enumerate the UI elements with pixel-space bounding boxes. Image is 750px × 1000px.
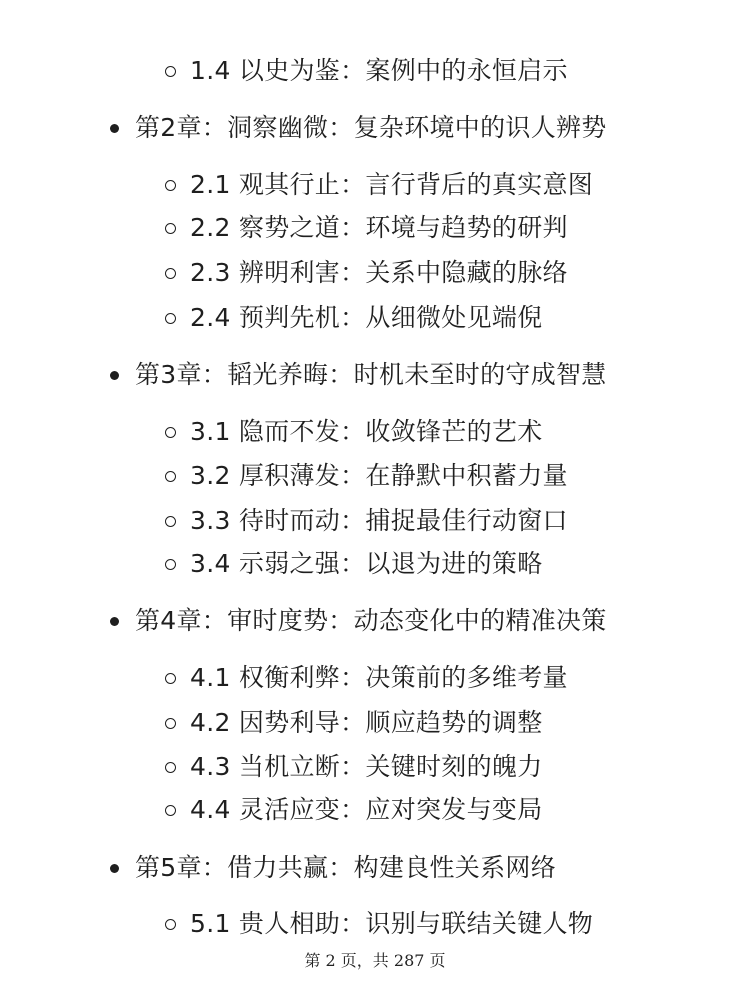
- circle-bullet-icon: [165, 471, 176, 482]
- circle-bullet-icon: [165, 313, 176, 324]
- entry-text: 5.1 贵人相助：识别与联结关键人物: [190, 909, 594, 938]
- circle-bullet-icon: [165, 673, 176, 684]
- entry-text: 3.4 示弱之强：以退为进的策略: [190, 549, 543, 578]
- subsection-2-4: [190, 302, 543, 334]
- circle-bullet-icon: [165, 223, 176, 234]
- circle-bullet-icon: [165, 66, 176, 77]
- entry-text: 第3章：韬光养晦：时机未至时的守成智慧: [135, 360, 607, 389]
- subsection-2-3: [190, 257, 568, 289]
- entry-text: 2.4 预判先机：从细微处见端倪: [190, 303, 543, 332]
- subsection-3-1: [190, 416, 543, 448]
- entry-text: 2.1 观其行止：言行背后的真实意图: [190, 170, 594, 199]
- entry-text: 4.2 因势利导：顺应趋势的调整: [190, 708, 543, 737]
- circle-bullet-icon: [165, 268, 176, 279]
- subsection-2-2: [190, 212, 568, 244]
- entry-text: 第2章：洞察幽微：复杂环境中的识人辨势: [135, 113, 607, 142]
- entry-text: 3.1 隐而不发：收敛锋芒的艺术: [190, 417, 543, 446]
- circle-bullet-icon: [165, 427, 176, 438]
- subsection-3-3: [190, 505, 568, 537]
- subsection-5-1: [190, 908, 593, 940]
- chapter-2-heading: [135, 112, 607, 144]
- disc-bullet-icon: [110, 371, 119, 380]
- circle-bullet-icon: [165, 718, 176, 729]
- subsection-3-2: [190, 460, 568, 492]
- circle-bullet-icon: [165, 919, 176, 930]
- subsection-3-4: [190, 548, 543, 580]
- entry-text: 4.3 当机立断：关键时刻的魄力: [190, 752, 543, 781]
- chapter-5-heading: [135, 852, 556, 884]
- subsection-4-2: [190, 707, 543, 739]
- entry-text: 第5章：借力共赢：构建良性关系网络: [135, 853, 557, 882]
- entry-text: 4.4 灵活应变：应对突发与变局: [190, 795, 543, 824]
- circle-bullet-icon: [165, 559, 176, 570]
- disc-bullet-icon: [110, 124, 119, 133]
- subsection-2-1: [190, 169, 593, 201]
- disc-bullet-icon: [110, 617, 119, 626]
- entry-text: 3.3 待时而动：捕捉最佳行动窗口: [190, 506, 568, 535]
- page-number-footer: 第 2 页，共 287 页: [304, 951, 446, 970]
- circle-bullet-icon: [165, 805, 176, 816]
- entry-text: 3.2 厚积薄发：在静默中积蓄力量: [190, 461, 568, 490]
- chapter-3-heading: [135, 359, 607, 391]
- subsection-4-3: [190, 751, 543, 783]
- circle-bullet-icon: [165, 516, 176, 527]
- subsection-4-4: [190, 794, 543, 826]
- chapter-4-heading: [135, 605, 607, 637]
- entry-text: 1.4 以史为鉴：案例中的永恒启示: [190, 56, 568, 85]
- disc-bullet-icon: [110, 864, 119, 873]
- circle-bullet-icon: [165, 180, 176, 191]
- entry-text: 第4章：审时度势：动态变化中的精准决策: [135, 606, 607, 635]
- subsection-1-4: [190, 55, 568, 87]
- circle-bullet-icon: [165, 762, 176, 773]
- entry-text: 4.1 权衡利弊：决策前的多维考量: [190, 663, 568, 692]
- entry-text: 2.2 察势之道：环境与趋势的研判: [190, 213, 568, 242]
- entry-text: 2.3 辨明利害：关系中隐藏的脉络: [190, 258, 568, 287]
- subsection-4-1: [190, 662, 568, 694]
